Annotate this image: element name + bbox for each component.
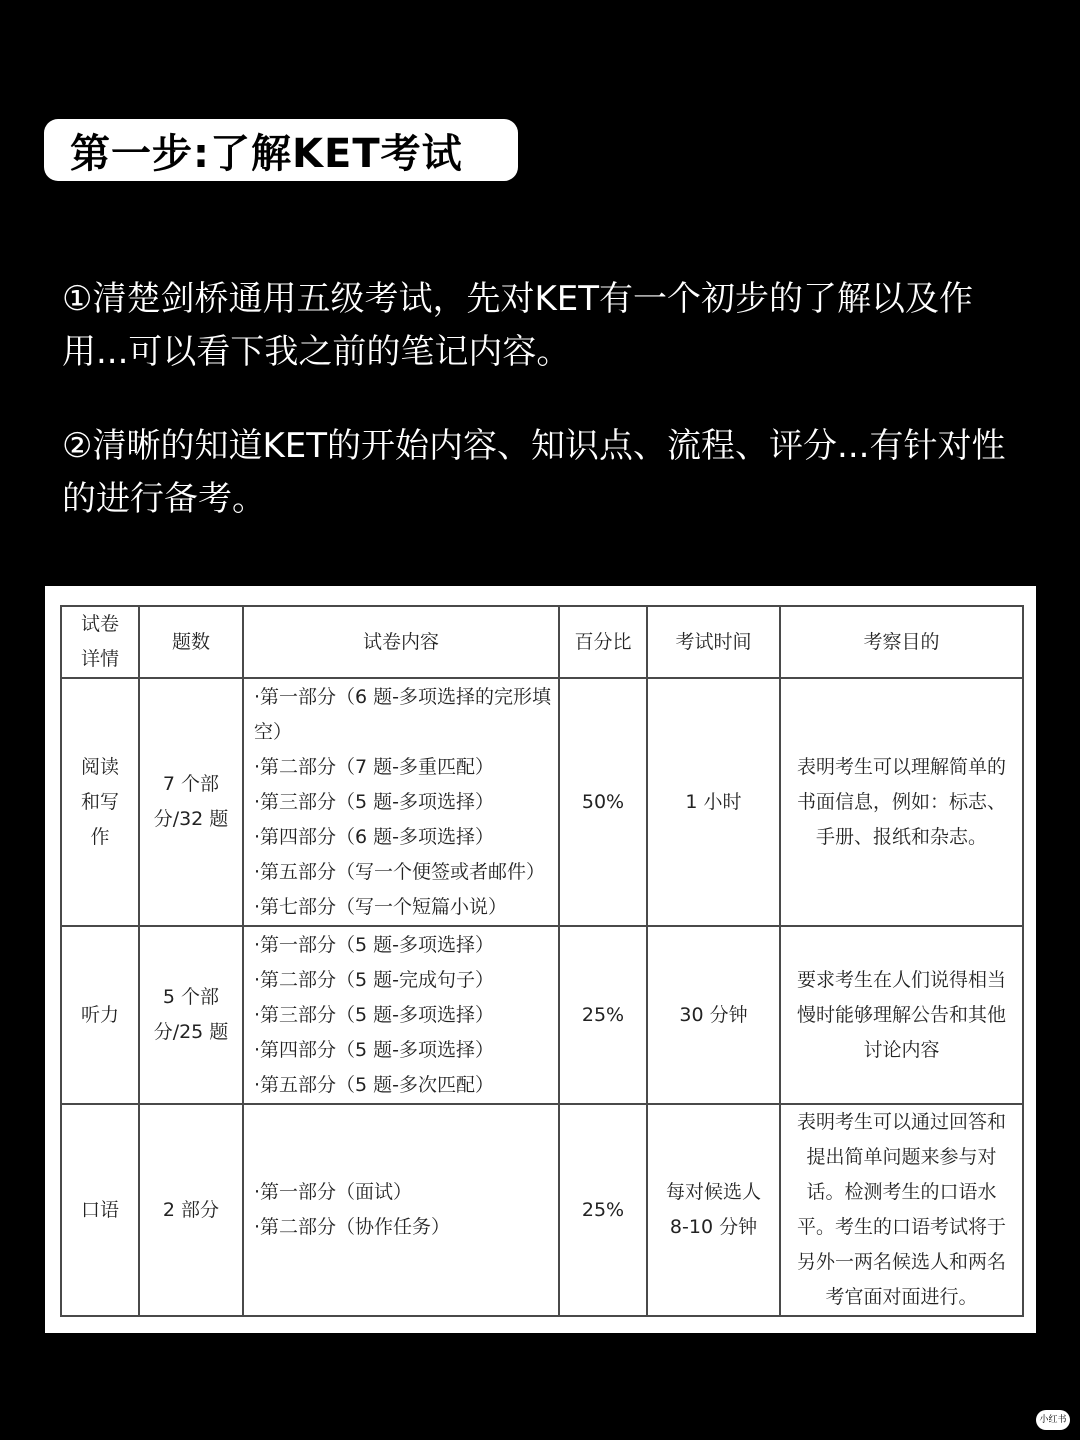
- header-content: 试卷内容: [243, 606, 559, 678]
- cell-parts: [243, 926, 559, 1104]
- table-row: [61, 1104, 1023, 1316]
- part-item: ·第七部分（写一个短篇小说）: [254, 895, 508, 918]
- intro-paragraph-1: ①清楚剑桥通用五级考试，先对KET有一个初步的了解以及作用...可以看下我之前的笔记内容。: [62, 279, 974, 372]
- part-item: ·第一部分（6 题-多项选择的完形填空）: [254, 685, 552, 743]
- part-item: ·第四部分（6 题-多项选择）: [254, 825, 495, 848]
- header-purpose: 考察目的: [780, 606, 1023, 678]
- header-percent: 百分比: [559, 606, 647, 678]
- cell-purpose: 要求考生在人们说得相当慢时能够理解公告和其他讨论内容: [780, 926, 1023, 1104]
- cell-purpose: 表明考生可以理解简单的书面信息，例如：标志、手册、报纸和杂志。: [780, 678, 1023, 926]
- part-item: ·第五部分（5 题-多次匹配）: [254, 1073, 495, 1096]
- part-item: ·第一部分（5 题-多项选择）: [254, 933, 495, 956]
- watermark-logo: 小红书: [1036, 1410, 1070, 1430]
- header-count: 题数: [139, 606, 243, 678]
- part-item: ·第三部分（5 题-多项选择）: [254, 790, 495, 813]
- table-header-row: [61, 606, 1023, 678]
- part-item: ·第二部分（7 题-多重匹配）: [254, 755, 495, 778]
- header-paper: 试卷详情: [61, 606, 139, 678]
- cell-percent: 25%: [559, 1104, 647, 1316]
- cell-time: 1 小时: [647, 678, 780, 926]
- header-time: 考试时间: [647, 606, 780, 678]
- cell-paper: 口语: [61, 1104, 139, 1316]
- cell-parts: [243, 1104, 559, 1316]
- title-banner: [44, 119, 518, 181]
- cell-paper: 听力: [61, 926, 139, 1104]
- table-row: [61, 678, 1023, 926]
- part-item: ·第四部分（5 题-多项选择）: [254, 1038, 495, 1061]
- cell-parts: [243, 678, 559, 926]
- part-item: ·第二部分（5 题-完成句子）: [254, 968, 495, 991]
- cell-purpose: 表明考生可以通过回答和提出简单问题来参与对话。检测考生的口语水平。考生的口语考试将于另外一两名候选人和两名考官面对面进行。: [780, 1104, 1023, 1316]
- cell-count: 2 部分: [139, 1104, 243, 1316]
- cell-time: 30 分钟: [647, 926, 780, 1104]
- intro-paragraph-2: ②清晰的知道KET的开始内容、知识点、流程、评分...有针对性的进行备考。: [62, 426, 1006, 519]
- part-item: ·第三部分（5 题-多项选择）: [254, 1003, 495, 1026]
- cell-time: 每对候选人8-10 分钟: [647, 1104, 780, 1316]
- part-item: ·第二部分（协作任务）: [254, 1216, 451, 1238]
- cell-count: 5 个部分/25 题: [139, 926, 243, 1104]
- cell-percent: 25%: [559, 926, 647, 1104]
- page-title: 第一步:了解KET考试: [70, 130, 463, 177]
- cell-paper: 阅读和写作: [61, 678, 139, 926]
- ket-exam-table: [60, 605, 1024, 1317]
- cell-count: 7 个部分/32 题: [139, 678, 243, 926]
- table-row: [61, 926, 1023, 1104]
- part-item: ·第五部分（写一个便签或者邮件）: [254, 860, 546, 883]
- cell-percent: 50%: [559, 678, 647, 926]
- ket-table-card: [45, 586, 1036, 1333]
- part-item: ·第一部分（面试）: [254, 1181, 413, 1203]
